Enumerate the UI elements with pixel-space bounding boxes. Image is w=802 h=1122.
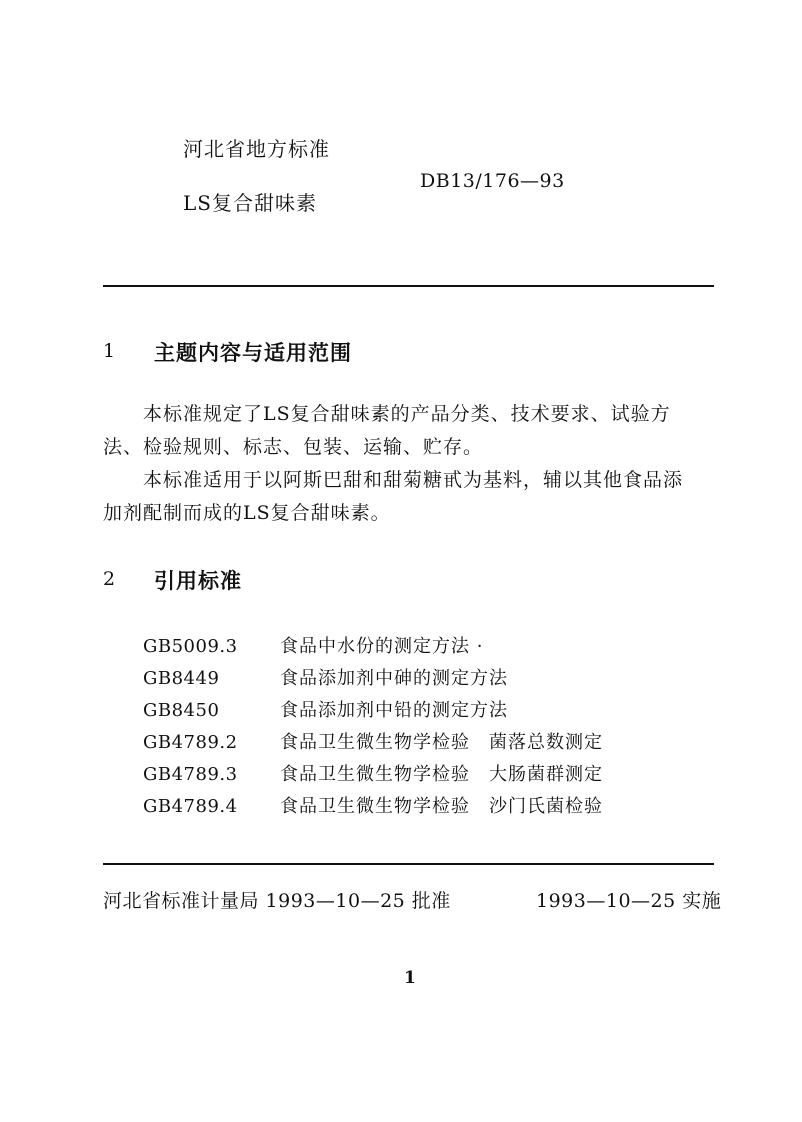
top-divider	[103, 285, 714, 287]
section-1-title: 主题内容与适用范围	[154, 340, 352, 365]
document-title: LS复合甜味素	[183, 191, 317, 215]
reference-code: GB4789.4	[143, 796, 238, 817]
reference-code: GB5009.3	[143, 636, 238, 657]
section-1-number: 1	[103, 340, 116, 362]
reference-name: 食品卫生微生物学检验 大肠菌群测定	[280, 764, 603, 785]
reference-name: 食品添加剂中铅的测定方法	[280, 700, 508, 721]
reference-code: GB8450	[143, 700, 220, 721]
reference-row	[143, 664, 508, 690]
reference-code: GB8449	[143, 668, 220, 689]
reference-code: GB4789.3	[143, 764, 238, 785]
section-1-para-1-line-1: 本标准规定了LS复合甜味素的产品分类、技术要求、试验方	[143, 403, 671, 425]
reference-name: 食品卫生微生物学检验 沙门氏菌检验	[280, 796, 603, 817]
approval-statement: 河北省标准计量局 1993—10—25 批准	[103, 890, 451, 912]
bottom-divider	[103, 863, 714, 865]
reference-row	[143, 792, 603, 818]
section-1-para-1-line-2: 法、检验规则、标志、包装、运输、贮存。	[103, 436, 484, 458]
reference-code: GB4789.2	[143, 732, 238, 753]
page-number: 1	[404, 968, 416, 988]
reference-row	[143, 728, 603, 754]
reference-row	[143, 632, 483, 658]
reference-name: 食品添加剂中砷的测定方法	[280, 668, 508, 689]
effective-statement: 1993—10—25 实施	[536, 890, 722, 912]
reference-name: 食品中水份的测定方法 ·	[280, 636, 484, 657]
section-2-title: 引用标准	[154, 568, 242, 593]
section-2-number: 2	[103, 568, 116, 590]
standard-code: DB13/176—93	[420, 170, 565, 192]
section-1-para-2-line-1: 本标准适用于以阿斯巴甜和甜菊糖甙为基料，辅以其他食品添	[143, 469, 684, 491]
section-1-para-2-line-2: 加剂配制而成的LS复合甜味素。	[103, 502, 391, 524]
reference-row	[143, 760, 603, 786]
reference-name: 食品卫生微生物学检验 菌落总数测定	[280, 732, 603, 753]
reference-row	[143, 696, 508, 722]
issuing-authority: 河北省地方标准	[183, 137, 330, 161]
